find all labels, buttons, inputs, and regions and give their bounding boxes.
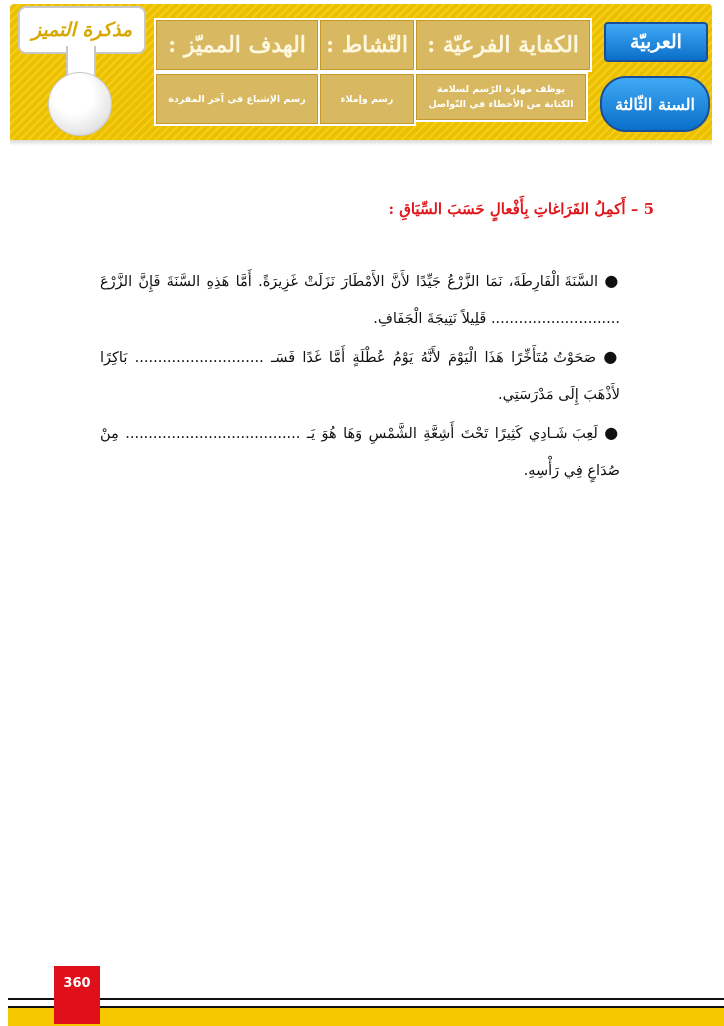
- competency-title: الكفاية الفرعيّة :: [427, 32, 579, 58]
- subject-pill: [604, 22, 708, 62]
- exercise-item-text: لَعِبَ شَـادِي كَثِيرًا تَحْتَ أَشِعَّةِ الشَّمْسِ وَهَا هُوَ يَـ ...................................... مِنْ صُدَاعٍ فِي رَأْسِهِ.: [100, 426, 620, 479]
- activity-text-cell: [318, 72, 416, 126]
- activity-text: رسم وإملاء: [340, 93, 394, 105]
- bullet-icon: ●: [604, 271, 621, 290]
- bullet-icon: ●: [603, 347, 621, 366]
- goal-title-cell: [154, 18, 320, 72]
- goal-title: الهدف المميّز :: [168, 32, 306, 58]
- footer-rule: [8, 998, 724, 1000]
- bullet-icon: ●: [604, 423, 620, 442]
- goal-text: رسم الإشباع في آخر المفردة: [168, 93, 306, 105]
- page-number: 360: [63, 976, 91, 991]
- competency-title-cell: [414, 18, 592, 72]
- grade-pill: [600, 76, 710, 132]
- activity-title-cell: [318, 18, 416, 72]
- activity-title: النّشاط :: [326, 32, 408, 58]
- logo-ball-icon: [48, 72, 112, 136]
- exercise-item-text: صَحَوْتُ مُتَأَخِّرًا هَذَا الْيَوْمَ لأَنَّهُ يَوْمُ عُطْلَةٍ أَمَّا غَدًا فَسَـ ............................ بَاكِرًا لأَذْهَبَ إِلَى مَدْرَسَتِي.: [100, 350, 620, 403]
- exercise-item: [100, 262, 620, 338]
- grade-label: السنة الثّالثة: [615, 94, 695, 114]
- competency-text: يوظف مهارة الرّسم لسلامة الكتابة من الأخطاء في التّواصل: [428, 84, 574, 110]
- footer-band: [8, 1006, 724, 1026]
- exercise-item-text: السَّنَةَ الْفَارِطَةَ، نَمَا الزَّرْعُ جَيِّدًا لأَنَّ الأَمْطَارَ نَزَلَتْ غَزِيرَةً. أَمَّا هَذِهِ السَّنَةَ فَإِنَّ الزَّرْعَ ............................ قَلِيلاً نَتِيجَةَ الْجَفَافِ.: [100, 274, 620, 327]
- exercise-item: [100, 414, 620, 490]
- goal-text-cell: [154, 72, 320, 126]
- header-shadow: [10, 140, 712, 146]
- exercise-content: [100, 262, 620, 490]
- competency-text-cell: [414, 72, 588, 122]
- exercise-title: 5 – أَكمِلُ الفَرَاغاتِ بِأَفْعالٍ حَسَبَ السِّيَاقِ :: [388, 200, 654, 218]
- page-number-badge: [54, 966, 100, 1024]
- exercise-item: [100, 338, 620, 414]
- brand-logo-text: مذكرة التميز: [31, 19, 133, 41]
- subject-label: العربيّة: [630, 31, 682, 53]
